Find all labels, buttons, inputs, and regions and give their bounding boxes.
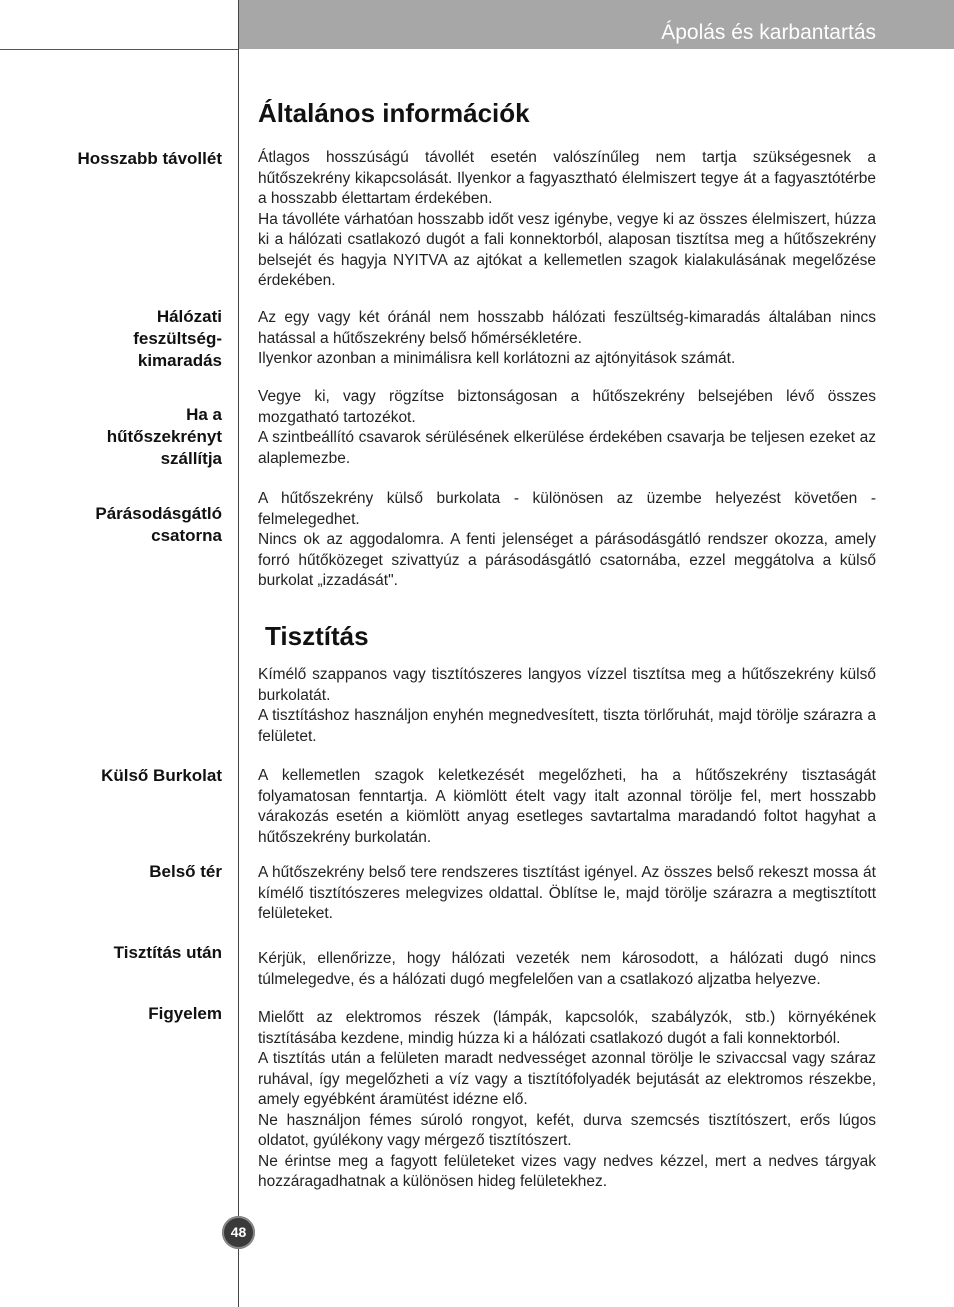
paragraph: Vegye ki, vagy rögzítse biztonságosan a hűtőszekrény belsejében lévő összes mozgatható tartozékot. bbox=[258, 388, 876, 426]
paragraph: A tisztítás után a felületen maradt nedvességet azonnal törölje le szivaccsal vagy száraz ruhával, így megelőzheti a víz vagy a tisztítófolyadék bejutását az elektromos részekbe, amely egyébként áramütést idézne elő. bbox=[258, 1050, 876, 1108]
side-label-line: Tisztítás után bbox=[113, 943, 222, 962]
paragraph: A hűtőszekrény belső tere rendszeres tisztítást igényel. Az összes belső rekeszt mossa át kímélő tisztítószeres melegvizes oldattal. Öblítse le, majd törölje szárazra a megtisztított felületeket. bbox=[258, 864, 876, 922]
side-label-line: Hosszabb távollét bbox=[77, 149, 222, 168]
side-label-long-absence bbox=[7, 148, 222, 170]
side-label-interior bbox=[7, 861, 222, 883]
section-title-general: Általános információk bbox=[258, 98, 530, 128]
side-label-line: Párásodásgátló bbox=[95, 504, 222, 523]
side-label-line: hűtőszekrényt bbox=[106, 427, 222, 446]
side-label-after-cleaning bbox=[7, 942, 222, 964]
side-label-line: Belső tér bbox=[149, 862, 222, 881]
side-label-line: Ha a bbox=[186, 405, 222, 424]
side-label-line: csatorna bbox=[151, 526, 222, 545]
paragraph: A szintbeállító csavarok sérülésének elkerülése érdekében csavarja be teljesen ezeket az alaplemezbe. bbox=[258, 429, 876, 467]
paragraph: Ne érintse meg a fagyott felületeket vizes vagy nedves kézzel, mert a nedves tárgyak hozzáragadhatnak a különösen hideg felületekhez. bbox=[258, 1152, 876, 1190]
page-number-badge: 48 bbox=[222, 1216, 255, 1249]
text-block-anti-condensation bbox=[258, 489, 876, 592]
paragraph: Átlagos hosszúságú távollét esetén valószínűleg nem tartja szükségesnek a hűtőszekrény kikapcsolását. Ilyenkor a fagyasztható élelmiszert tegye át a fagyasztótérbe a hosszabb élettartam érdekében. bbox=[258, 149, 876, 207]
text-block-interior bbox=[258, 863, 876, 925]
side-label-line: kimaradás bbox=[137, 351, 222, 370]
text-block-long-absence bbox=[258, 148, 876, 292]
paragraph: A kellemetlen szagok keletkezését megelőzheti, ha a hűtőszekrény tisztaságát folyamatosan fenntartja. A kiömlött ételt vagy italt azonnal törölje fel, mert hosszabb várakozás esetén a kiömlött anyag esetleges savtartalma maradandó foltot hagyhat a hűtőszekrény burkolatán. bbox=[258, 767, 876, 846]
side-label-exterior bbox=[7, 765, 222, 787]
paragraph: A tisztításhoz használjon enyhén megnedvesített, tiszta törlőruhát, majd törölje szárazra a felületet. bbox=[258, 707, 876, 745]
paragraph: Kímélő szappanos vagy tisztítószeres langyos vízzel tisztítsa meg a hűtőszekrény külső burkolatát. bbox=[258, 666, 876, 704]
text-block-transport bbox=[258, 387, 876, 469]
side-label-line: szállítja bbox=[160, 449, 222, 468]
text-block-exterior bbox=[258, 766, 876, 848]
text-block-after-cleaning bbox=[258, 949, 876, 990]
paragraph: A hűtőszekrény külső burkolata - különösen az üzembe helyezést követően - felmelegedhet. bbox=[258, 490, 876, 528]
header-title: Ápolás és karbantartás bbox=[661, 21, 876, 44]
side-label-anti-condensation bbox=[7, 503, 222, 547]
paragraph: Az egy vagy két óránál nem hosszabb hálózati feszültség-kimaradás általában nincs hatással a hűtőszekrény belső hőmérsékletére. bbox=[258, 309, 876, 347]
side-label-line: Hálózati bbox=[156, 307, 222, 326]
side-label-power-outage bbox=[7, 306, 222, 372]
side-label-transport bbox=[7, 404, 222, 470]
header-divider bbox=[0, 49, 239, 50]
paragraph: Kérjük, ellenőrizze, hogy hálózati vezeték nem károsodott, a hálózati dugó nincs túlmelegedve, és a hálózati dugó megfelelően van a csatlakozó aljzatba helyezve. bbox=[258, 950, 876, 988]
paragraph: Nincs ok az aggodalomra. A fenti jelenséget a párásodásgátló rendszer okozza, amely forró hűtőközeget szivattyúz a párásodásgátló csatornába, ezzel meggátolva a külső burkolat „izzadását". bbox=[258, 531, 876, 589]
text-block-warning bbox=[258, 1008, 876, 1193]
paragraph: Ilyenkor azonban a minimálisra kell korlátozni az ajtónyitások számát. bbox=[258, 350, 736, 367]
paragraph: Ha távolléte várhatóan hosszabb időt vesz igénybe, vegye ki az összes élelmiszert, húzza ki a hálózati csatlakozó dugót a fali konnektorból, alaposan tisztítsa meg a hűtőszekrény belsejét és hagyja NYITVA az ajtókat a kellemetlen szagok kialakulásának megelőzése érdekében. bbox=[258, 210, 876, 289]
paragraph: Mielőtt az elektromos részek (lámpák, kapcsolók, szabályzók, stb.) környékének tisztításába kezdene, mindig húzza ki a hálózati csatlakozó dugót a fali konnektorból. bbox=[258, 1009, 876, 1047]
text-block-cleaning-intro bbox=[258, 665, 876, 747]
section-title-cleaning: Tisztítás bbox=[265, 621, 369, 651]
side-label-warning bbox=[7, 1003, 222, 1025]
header-bar bbox=[239, 0, 954, 49]
paragraph: Ne használjon fémes súroló rongyot, kefét, durva szemcsés tisztítószert, erős lúgos oldatot, gyúlékony vagy mérgező tisztítószert. bbox=[258, 1111, 876, 1149]
side-label-line: Figyelem bbox=[148, 1004, 222, 1023]
margin-divider bbox=[238, 0, 239, 1307]
side-label-line: Külső Burkolat bbox=[101, 766, 222, 785]
side-label-line: feszültség- bbox=[133, 329, 222, 348]
text-block-power-outage bbox=[258, 308, 876, 370]
